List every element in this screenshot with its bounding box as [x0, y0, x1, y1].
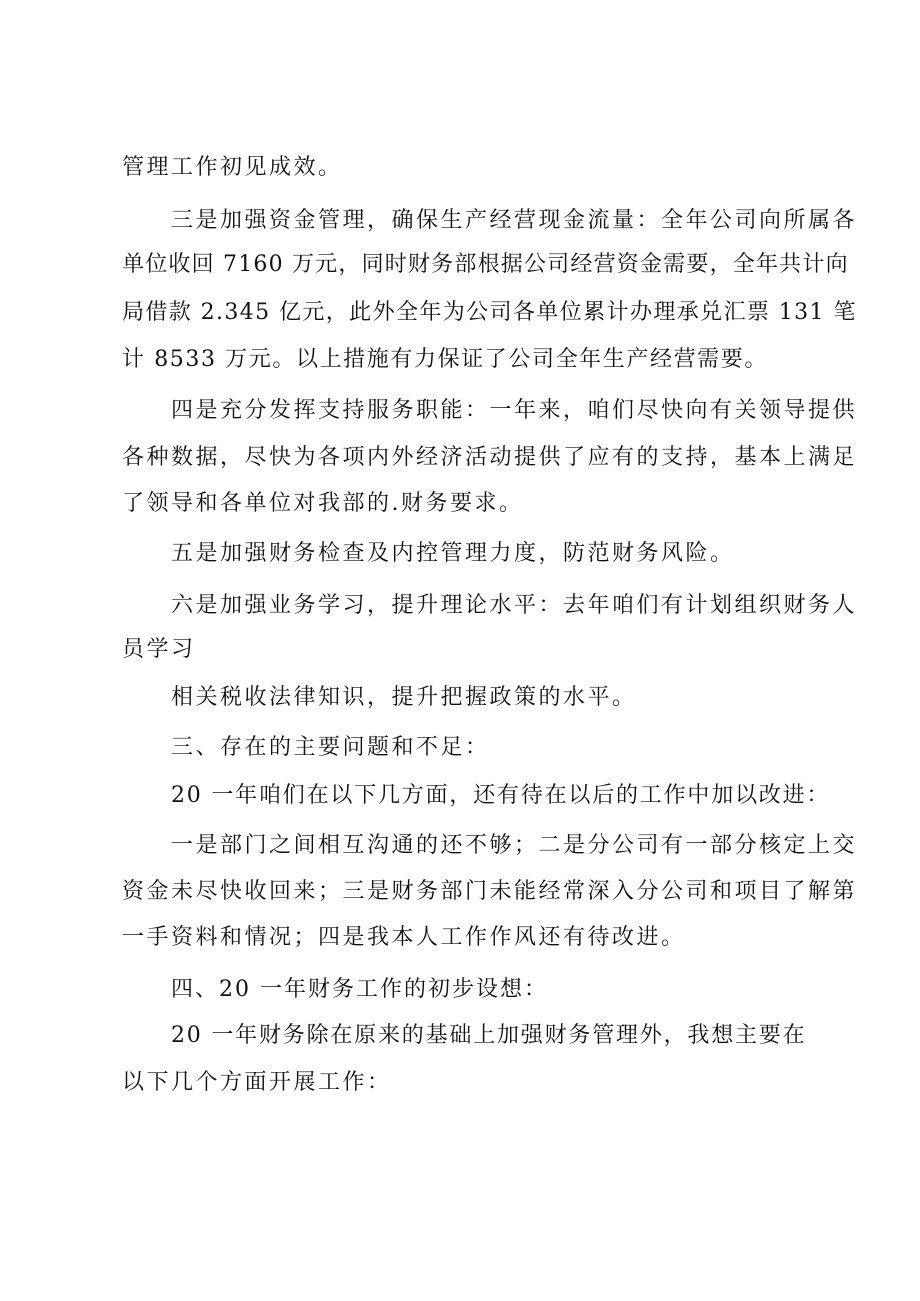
text-line: 四是充分发挥支持服务职能：一年来，咱们尽快向有关领导提供: [171, 398, 858, 423]
text-line: 相关税收法律知识，提升把握政策的水平。: [171, 685, 637, 710]
section-heading: 三、存在的主要问题和不足：: [171, 735, 490, 760]
text-line: 三是加强资金管理，确保生产经营现金流量：全年公司向所属各: [171, 208, 858, 233]
text-line: 六是加强业务学习，提升理论水平：去年咱们有计划组织财务人: [171, 593, 858, 618]
text-line: 单位收回 7160 万元，同时财务部根据公司经营资金需要，全年共计向: [122, 252, 849, 277]
text-line: 员学习: [122, 637, 196, 662]
text-line: 一手资料和情况；四是我本人工作作风还有待改进。: [122, 925, 686, 950]
text-line: 管理工作初见成效。: [122, 155, 343, 180]
text-line: 计 8533 万元。以上措施有力保证了公司全年生产经营需要。: [122, 347, 768, 372]
text-line: 20 一年财务除在原来的基础上加强财务管理外，我想主要在: [171, 1023, 807, 1048]
text-line: 五是加强财务检查及内控管理力度，防范财务风险。: [171, 541, 735, 566]
text-line: 以下几个方面开展工作：: [122, 1070, 392, 1095]
text-line: 了领导和各单位对我部的.财务要求。: [122, 491, 524, 516]
text-line: 20 一年咱们在以下几方面，还有待在以后的工作中加以改进：: [171, 783, 831, 808]
section-heading: 四、20 一年财务工作的初步设想：: [171, 977, 548, 1002]
text-line: 一是部门之间相互沟通的还不够；二是分公司有一部分核定上交: [171, 833, 858, 858]
text-line: 各种数据，尽快为各项内外经济活动提供了应有的支持，基本上满足: [122, 445, 858, 470]
text-line: 资金未尽快收回来；三是财务部门未能经常深入分公司和项目了解第: [122, 879, 858, 904]
text-line: 局借款 2.345 亿元，此外全年为公司各单位累计办理承兑汇票 131 笔: [122, 300, 857, 325]
